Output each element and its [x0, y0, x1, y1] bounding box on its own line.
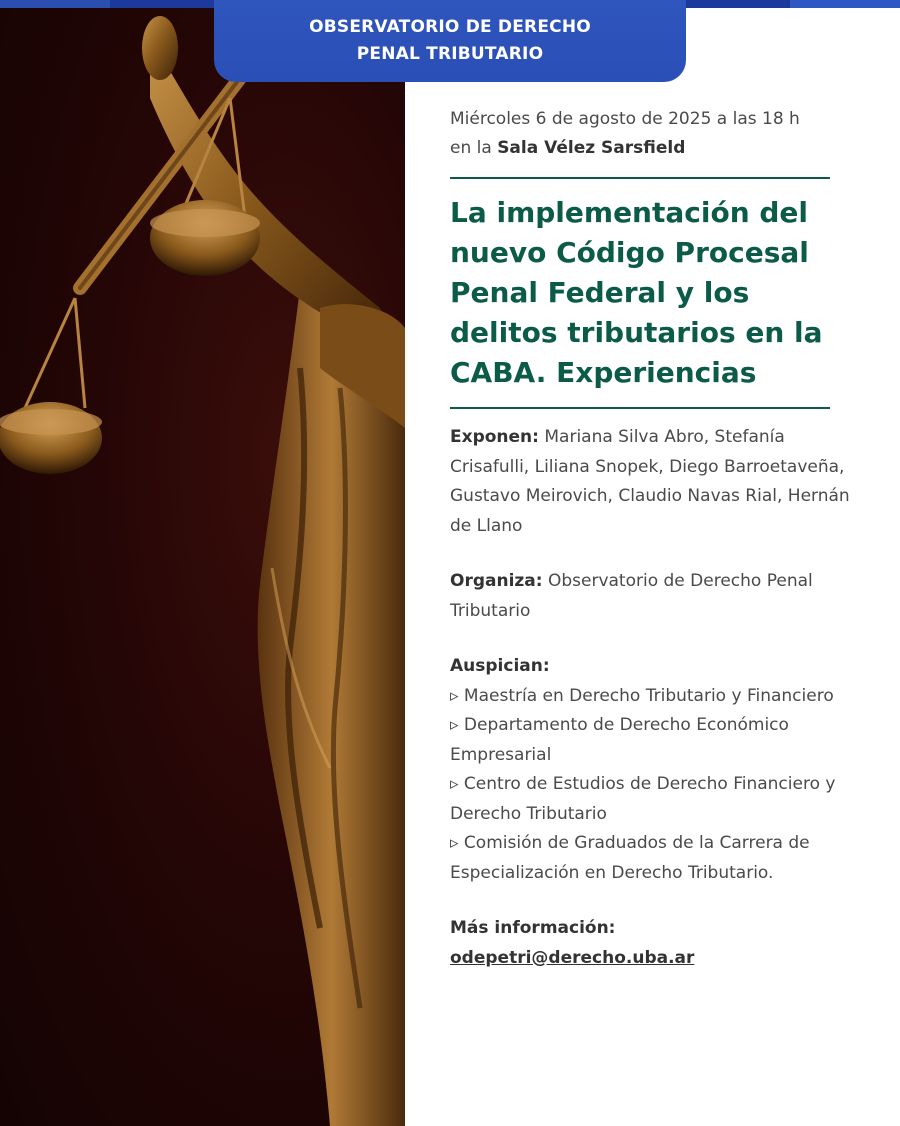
- header-line-1: OBSERVATORIO DE DERECHO: [309, 17, 591, 37]
- sponsor-item: ▹ Centro de Estudios de Derecho Financiero y Derecho Tributario: [450, 774, 836, 824]
- event-date: Miércoles 6 de agosto de 2025 a las 18 h: [450, 109, 800, 129]
- organizer-label: Organiza:: [450, 571, 543, 591]
- event-title: La implementación del nuevo Código Procesal Penal Federal y los delitos tributarios en la CABA. Experiencias: [450, 196, 823, 389]
- speakers-section: [450, 423, 850, 541]
- event-details: [450, 105, 850, 973]
- sponsor-item: ▹ Comisión de Graduados de la Carrera de Especialización en Derecho Tributario.: [450, 833, 810, 883]
- speakers-label: Exponen:: [450, 427, 539, 447]
- sponsors-section: [450, 652, 850, 888]
- justice-statue-image: [0, 8, 405, 1126]
- title-divider-bottom: [450, 407, 830, 409]
- organizer-name: Observatorio de Derecho Penal Tributario: [450, 571, 813, 621]
- header-banner: [214, 0, 686, 82]
- header-line-2: PENAL TRIBUTARIO: [356, 44, 544, 64]
- event-location: Sala Vélez Sarsfield: [497, 138, 686, 158]
- sponsors-label: Auspician:: [450, 656, 550, 676]
- sponsor-item: ▹ Maestría en Derecho Tributario y Financiero: [450, 685, 834, 706]
- speakers-list: Mariana Silva Abro, Stefanía Crisafulli, Liliana Snopek, Diego Barroetaveña, Gustavo Meirovich, Claudio Navas Rial, Hernán de Llano: [450, 427, 850, 536]
- event-date-block: [450, 105, 850, 163]
- contact-section: [450, 914, 850, 973]
- title-divider-top: [450, 177, 830, 179]
- organizer-section: [450, 567, 850, 626]
- contact-label: Más información:: [450, 918, 616, 938]
- contact-email-link[interactable]: odepetri@derecho.uba.ar: [450, 947, 695, 968]
- event-location-prefix: en la: [450, 138, 498, 158]
- sponsor-item: ▹ Departamento de Derecho Económico Empresarial: [450, 715, 789, 765]
